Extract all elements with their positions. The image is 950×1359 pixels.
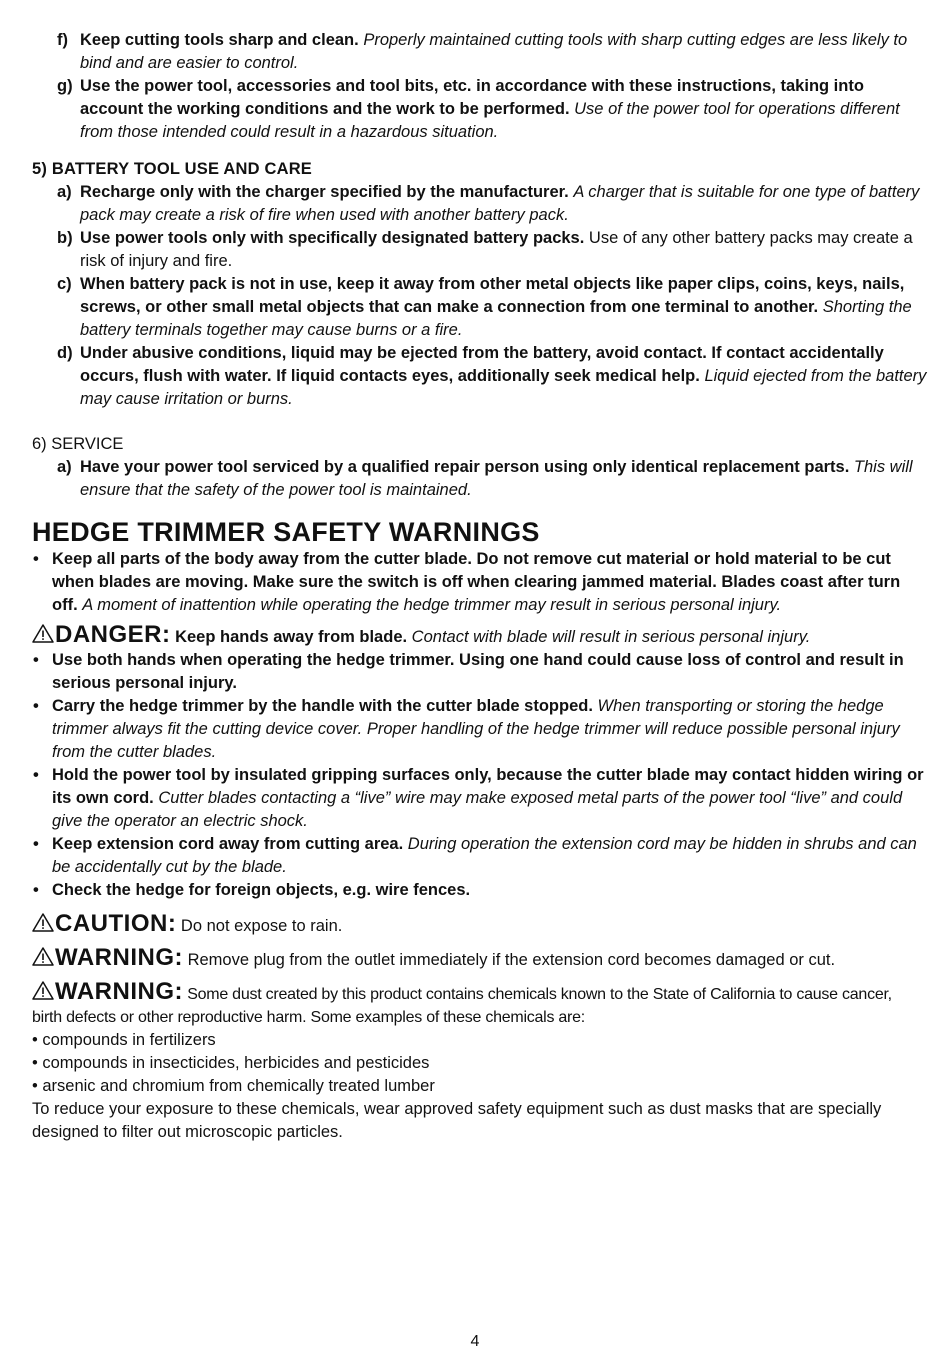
- chem-list-item-3: • arsenic and chromium from chemically treated lumber: [32, 1077, 435, 1095]
- instruction-bold: Recharge only with the charger specified by the manufacturer.: [80, 183, 569, 201]
- bullet-marker: •: [33, 835, 39, 853]
- instruction-bold: Use the power tool, accessories and tool bits, etc. in accordance with these instructions, taking into account the working conditions and the work to be performed.: [80, 77, 864, 118]
- instruction-bold: Keep all parts of the body away from the cutter blade. Do not remove cut material or hold material to be cut when blades are moving. Make sure the switch is off when clearing jammed material. Blades coast after turn off.: [52, 550, 901, 614]
- instruction-italic: A charger that is suitable for one type of battery pack may create a risk of fire when used with another battery pack.: [80, 183, 920, 224]
- instruction-bold: Keep extension cord away from cutting area.: [52, 835, 404, 853]
- instruction-italic: Use of the power tool for operations different from those intended could result in a hazardous situation.: [80, 100, 900, 141]
- caution-notice: [0, 912, 930, 938]
- instruction-plain: Use of any other battery packs may create a risk of injury and fire.: [80, 229, 913, 270]
- bullet-marker: •: [33, 697, 39, 715]
- closing-paragraph: To reduce your exposure to these chemicals, wear approved safety equipment such as dust masks that are specially designed to filter out microscopic particles.: [32, 1100, 882, 1141]
- instruction-bold: Use power tools only with specifically designated battery packs.: [80, 229, 585, 247]
- page-number: 4: [470, 1333, 480, 1350]
- instruction-bold: Carry the hedge trimmer by the handle with the cutter blade stopped.: [52, 697, 593, 715]
- bullet-item-2: [0, 649, 930, 695]
- instruction-italic: During operation the extension cord may be hidden in shrubs and can be accidentally cut by the blade.: [52, 835, 917, 876]
- list-marker: d): [57, 344, 73, 362]
- list-item-g: [0, 75, 930, 144]
- bullet-item-5: [0, 833, 930, 879]
- list-marker: b): [57, 229, 73, 247]
- section-heading-service: 6) SERVICE: [32, 435, 124, 453]
- content-top: [0, 29, 930, 1144]
- chem-list-item-2: • compounds in insecticides, herbicides and pesticides: [32, 1054, 430, 1072]
- instruction-bold: Keep hands away from blade.: [175, 628, 408, 646]
- instruction-italic: Contact with blade will result in serious personal injury.: [411, 628, 811, 646]
- bullet-item-3: [0, 695, 930, 764]
- warning-text: Some dust created by this product contains chemicals known to the State of California to cause cancer, birth defects or other reproductive harm. Some examples of these chemicals are:: [32, 986, 892, 1026]
- list-item-f: [0, 29, 930, 75]
- instruction-bold: When battery pack is not in use, keep it away from other metal objects like paper clips, coins, keys, nails, screws, or other small metal objects that can make a connection from one terminal to another.: [80, 275, 905, 316]
- list-item-5a: [0, 181, 930, 227]
- bullet-item-4: [0, 764, 930, 833]
- instruction-bold: Check the hedge for foreign objects, e.g. wire fences.: [52, 881, 471, 899]
- bullet-marker: •: [33, 651, 39, 669]
- instruction-bold: Under abusive conditions, liquid may be ejected from the battery, avoid contact. If contact accidentally occurs, flush with water. If liquid contacts eyes, additionally seek medical help.: [80, 344, 884, 385]
- instruction-italic: Liquid ejected from the battery may cause irritation or burns.: [80, 367, 927, 408]
- bullet-marker: •: [33, 881, 39, 899]
- instruction-italic: Shorting the battery terminals together may cause burns or a fire.: [80, 298, 912, 339]
- section-heading-battery: 5) BATTERY TOOL USE AND CARE: [32, 160, 313, 178]
- instruction-italic: A moment of inattention while operating the hedge trimmer may result in serious personal injury.: [82, 596, 782, 614]
- page-title: HEDGE TRIMMER SAFETY WARNINGS: [32, 517, 540, 547]
- warning-triangle-icon: [32, 981, 54, 1000]
- danger-label: DANGER:: [55, 621, 171, 648]
- instruction-italic: Cutter blades contacting a “live” wire may make exposed metal parts of the power tool “live” and could give the operator an electric shock.: [52, 789, 903, 830]
- warning-notice-california: [0, 980, 930, 1029]
- instruction-bold: Hold the power tool by insulated gripping surfaces only, because the cutter blade may contact hidden wiring or its own cord.: [52, 766, 924, 807]
- chem-list-item-1: • compounds in fertilizers: [32, 1031, 216, 1049]
- bullet-item-6: [0, 879, 930, 902]
- instruction-bold: Use both hands when operating the hedge trimmer. Using one hand could cause loss of control and result in serious personal injury.: [52, 651, 904, 692]
- warning-notice-cord: [0, 946, 930, 972]
- bullet-marker: •: [33, 766, 39, 784]
- warning-triangle-icon: [32, 947, 54, 966]
- bullet-marker: •: [33, 550, 39, 568]
- list-marker: a): [57, 458, 72, 476]
- list-marker: c): [57, 275, 72, 293]
- warning-label: WARNING:: [55, 944, 183, 971]
- warning-text: Remove plug from the outlet immediately if the extension cord becomes damaged or cut.: [187, 951, 836, 969]
- caution-label: CAUTION:: [55, 910, 177, 937]
- caution-text: Do not expose to rain.: [180, 917, 343, 935]
- instruction-italic: This will ensure that the safety of the power tool is maintained.: [80, 458, 913, 499]
- list-marker: f): [57, 31, 68, 49]
- instruction-italic: Properly maintained cutting tools with sharp cutting edges are less likely to bind and are easier to control.: [80, 31, 908, 72]
- instruction-bold: Have your power tool serviced by a qualified repair person using only identical replacement parts.: [80, 458, 850, 476]
- list-marker: g): [57, 77, 73, 95]
- bullet-item-1: [0, 548, 930, 617]
- warning-label: WARNING:: [55, 978, 183, 1005]
- instruction-italic: When transporting or storing the hedge trimmer always fit the cutting device cover. Proper handling of the hedge trimmer will reduce possible personal injury from the cutter blades.: [52, 697, 900, 761]
- warning-triangle-icon: [32, 624, 54, 643]
- instruction-bold: Keep cutting tools sharp and clean.: [80, 31, 359, 49]
- list-item-5b: [0, 227, 930, 273]
- list-item-5d: [0, 342, 930, 411]
- list-item-6a: [0, 456, 930, 502]
- danger-notice: [0, 623, 930, 649]
- list-item-5c: [0, 273, 930, 342]
- warning-triangle-icon: [32, 913, 54, 932]
- list-marker: a): [57, 183, 72, 201]
